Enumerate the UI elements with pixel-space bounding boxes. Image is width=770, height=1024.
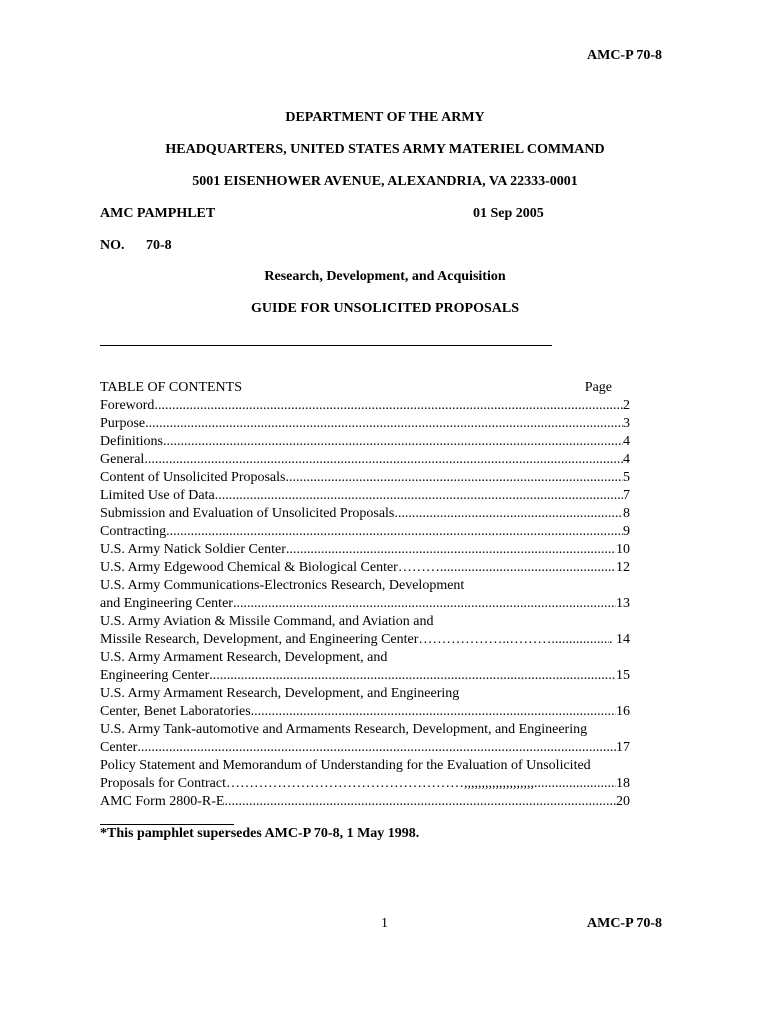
toc-entry	[100, 487, 630, 505]
toc-entry-page: 7	[623, 488, 630, 503]
toc-entry-title: and Engineering Center	[100, 596, 233, 611]
toc-entry	[100, 505, 630, 523]
table-of-contents	[100, 379, 630, 811]
toc-entry	[100, 397, 630, 415]
toc-entry	[100, 739, 630, 757]
toc-entry-page: 17	[616, 740, 630, 755]
toc-page-label: Page	[584, 380, 612, 395]
toc-entry-title: U.S. Army Natick Soldier Center	[100, 542, 286, 557]
toc-entry	[100, 523, 630, 541]
toc-entry	[100, 415, 630, 433]
toc-entry-title: Definitions	[100, 434, 163, 449]
toc-entry-page: 18	[616, 776, 630, 791]
toc-leader-dots	[233, 595, 616, 613]
pamphlet-label: AMC PAMPHLET	[100, 206, 216, 221]
footnote-rule	[100, 824, 234, 825]
department-heading: DEPARTMENT OF THE ARMY	[285, 110, 485, 125]
toc-leader-dots	[163, 433, 623, 451]
toc-entry-page: 10	[616, 542, 630, 557]
toc-leader-dots	[154, 397, 623, 415]
toc-leader-dots	[137, 739, 616, 757]
toc-leader-dots	[394, 505, 623, 523]
toc-entry	[100, 433, 630, 451]
toc-entry-title: Missile Research, Development, and Engineering Center………………..………	[100, 632, 552, 647]
toc-entry-page: 9	[623, 524, 630, 539]
subject-line: Research, Development, and Acquisition	[264, 269, 506, 284]
toc-entry-page: . 14	[609, 632, 630, 647]
toc-leader-dots	[551, 631, 609, 649]
toc-entry-page: 8	[623, 506, 630, 521]
toc-entry	[100, 775, 630, 793]
toc-leader-dots	[440, 559, 616, 577]
toc-entry-line: U.S. Army Armament Research, Development, and Engineering	[100, 686, 460, 701]
toc-entry-title: AMC Form 2800-R-E	[100, 794, 225, 809]
footnote: *This pamphlet supersedes AMC-P 70-8, 1 May 1998.	[100, 826, 420, 841]
toc-leader-dots	[534, 775, 616, 793]
toc-entry-line: U.S. Army Aviation & Missile Command, and Aviation and	[100, 614, 434, 629]
toc-leader-dots	[144, 451, 623, 469]
toc-entry-title: Center, Benet Laboratories	[100, 704, 251, 719]
toc-entry	[100, 469, 630, 487]
toc-entry-page: 3	[623, 416, 630, 431]
toc-leader-dots	[209, 667, 616, 685]
toc-entry	[100, 793, 630, 811]
toc-leader-dots	[286, 541, 616, 559]
number-value: 70-8	[146, 238, 172, 253]
toc-leader-dots	[251, 703, 616, 721]
footer-code: AMC-P 70-8	[587, 916, 663, 931]
toc-entry-title: Engineering Center	[100, 668, 210, 683]
toc-entry-title: General	[100, 452, 145, 467]
toc-entry-line: U.S. Army Tank-automotive and Armaments Research, Development, and Engineering	[100, 722, 588, 737]
document-title: GUIDE FOR UNSOLICITED PROPOSALS	[251, 301, 519, 316]
toc-entry	[100, 667, 630, 685]
header-code: AMC-P 70-8	[587, 48, 663, 63]
toc-entry-page: 16	[616, 704, 630, 719]
toc-entry-page: 4	[623, 434, 630, 449]
toc-leader-dots	[166, 523, 623, 541]
toc-entry-title: Content of Unsolicited Proposals	[100, 470, 286, 485]
toc-heading: TABLE OF CONTENTS	[100, 380, 242, 395]
toc-entry	[100, 631, 630, 649]
toc-entry-page: 12	[616, 560, 630, 575]
toc-entry-title: Foreword	[100, 398, 155, 413]
toc-entry-title: Center	[100, 740, 138, 755]
page-number: 1	[381, 916, 388, 931]
toc-entry-line: U.S. Army Communications-Electronics Research, Development	[100, 578, 465, 593]
toc-header	[100, 379, 630, 397]
toc-entry-title: Limited Use of Data	[100, 488, 215, 503]
toc-entry-page: 15	[616, 668, 630, 683]
toc-entry-page: 20	[616, 794, 630, 809]
address-heading: 5001 EISENHOWER AVENUE, ALEXANDRIA, VA 22333-0001	[192, 174, 578, 189]
toc-entries	[100, 397, 630, 811]
pamphlet-date: 01 Sep 2005	[473, 206, 544, 221]
toc-entry	[100, 541, 630, 559]
number-label: NO.	[100, 238, 125, 253]
headquarters-heading: HEADQUARTERS, UNITED STATES ARMY MATERIEL COMMAND	[165, 142, 605, 157]
toc-leader-dots	[286, 469, 624, 487]
toc-entry	[100, 559, 630, 577]
toc-entry-line: U.S. Army Armament Research, Development, and	[100, 650, 388, 665]
toc-entry-line: Policy Statement and Memorandum of Understanding for the Evaluation of Unsolicited	[100, 758, 591, 773]
toc-leader-dots	[215, 487, 623, 505]
toc-entry-page: 5	[623, 470, 630, 485]
toc-leader-dots	[145, 415, 623, 433]
toc-entry-page: 13	[616, 596, 630, 611]
toc-entry-title: Proposals for Contract……………………………………………,,,,,,,,,,,,,,,,,,,,	[100, 776, 534, 791]
toc-entry-title: Purpose	[100, 416, 146, 431]
toc-entry	[100, 451, 630, 469]
toc-entry-title: U.S. Army Edgewood Chemical & Biological Center………	[100, 560, 440, 575]
toc-entry	[100, 595, 630, 613]
toc-entry-title: Contracting	[100, 524, 167, 539]
toc-entry-page: 2	[623, 398, 630, 413]
toc-entry-page: 4	[623, 452, 630, 467]
toc-entry-title: Submission and Evaluation of Unsolicited Proposals	[100, 506, 395, 521]
toc-leader-dots	[224, 793, 616, 811]
separator-rule	[100, 345, 552, 346]
toc-entry	[100, 703, 630, 721]
